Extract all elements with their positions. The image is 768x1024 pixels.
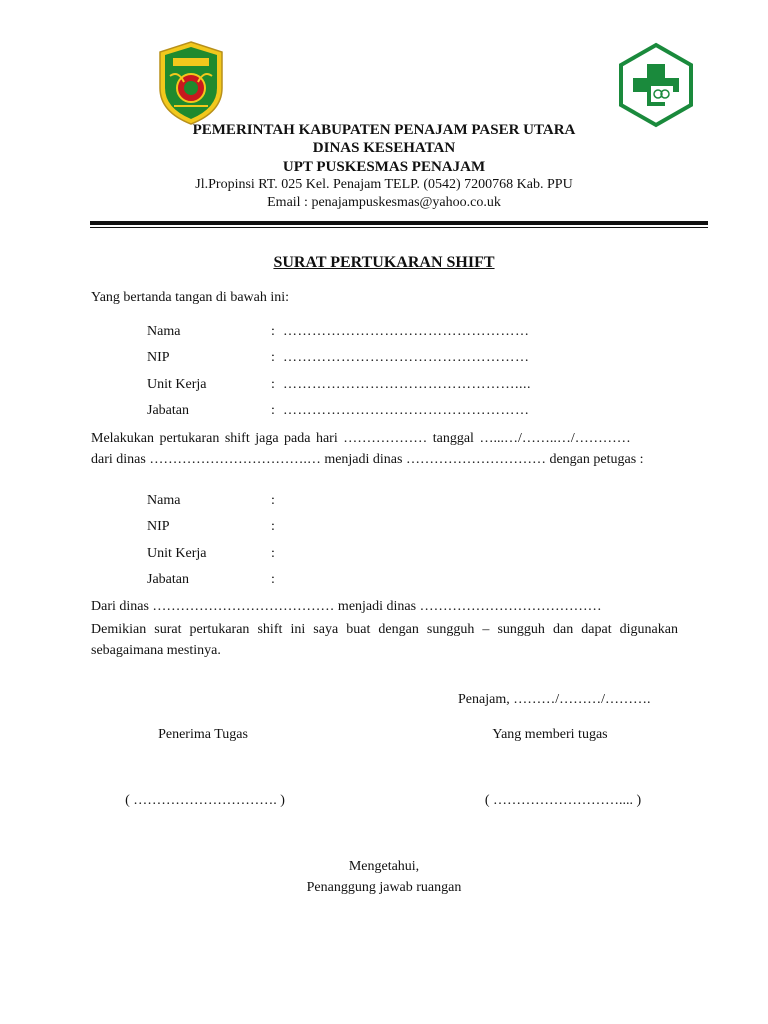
field-label-nip: NIP bbox=[147, 350, 170, 365]
sign-left-label: Penerima Tugas bbox=[158, 727, 248, 742]
letterhead-divider-thin bbox=[90, 227, 708, 228]
field-colon: : bbox=[271, 546, 275, 561]
intro-text: Yang bertanda tangan di bawah ini: bbox=[91, 290, 290, 305]
shift-exchange-paragraph: Melakukan pertukaran shift jaga pada hari ……………… tanggal …...…/……..…/………… bbox=[91, 431, 631, 446]
sign-left-name: ( …………………………. ) bbox=[125, 793, 285, 808]
approval-label: Mengetahui, bbox=[348, 859, 420, 874]
duty-change-line: Dari dinas ………………………………… menjadi dinas ………………………………… bbox=[91, 599, 602, 614]
field-colon: : bbox=[271, 350, 275, 365]
field-value-jabatan: …………………………………………… bbox=[283, 403, 530, 418]
field-colon: : bbox=[271, 519, 275, 534]
field-value-nip: …………………………………………… bbox=[283, 350, 530, 365]
field2-label-nip: NIP bbox=[147, 519, 170, 534]
closing-paragraph: Demikian surat pertukaran shift ini saya buat dengan sungguh – sungguh dan dapat digunakan sebagaimana mestinya. bbox=[91, 622, 678, 658]
field-colon: : bbox=[271, 377, 275, 392]
kabupaten-emblem-icon bbox=[156, 40, 226, 126]
field2-label-nama: Nama bbox=[147, 493, 181, 508]
header-address: Jl.Propinsi RT. 025 Kel. Penajam TELP. (0542) 7200768 Kab. PPU bbox=[195, 177, 573, 192]
field2-label-unit-kerja: Unit Kerja bbox=[147, 546, 207, 561]
sign-right-name: ( ……………………….... ) bbox=[484, 793, 642, 808]
letterhead-divider bbox=[90, 221, 708, 225]
puskesmas-cross-icon bbox=[617, 42, 695, 128]
field-value-nama: …………………………………………… bbox=[283, 324, 530, 339]
field-label-jabatan: Jabatan bbox=[147, 403, 189, 418]
field-value-unit-kerja: ………………………………………….... bbox=[283, 377, 531, 392]
header-government: PEMERINTAH KABUPATEN PENAJAM PASER UTARA bbox=[192, 122, 576, 138]
field-colon: : bbox=[271, 493, 275, 508]
field-colon: : bbox=[271, 324, 275, 339]
field-colon: : bbox=[271, 403, 275, 418]
field-colon: : bbox=[271, 572, 275, 587]
approval-role: Penanggung jawab ruangan bbox=[306, 880, 462, 895]
field-label-unit-kerja: Unit Kerja bbox=[147, 377, 207, 392]
place-date: Penajam, ………/………/………. bbox=[458, 692, 651, 707]
header-email: Email : penajampuskesmas@yahoo.co.uk bbox=[267, 195, 501, 210]
header-unit: UPT PUSKESMAS PENAJAM bbox=[282, 159, 486, 175]
shift-exchange-paragraph-line2: dari dinas …………………………….… menjadi dinas ………………………… dengan petugas : bbox=[91, 452, 644, 467]
field2-label-jabatan: Jabatan bbox=[147, 572, 189, 587]
field-label-nama: Nama bbox=[147, 324, 181, 339]
document-title: SURAT PERTUKARAN SHIFT bbox=[273, 254, 495, 271]
header-department: DINAS KESEHATAN bbox=[312, 140, 456, 156]
sign-right-label: Yang memberi tugas bbox=[492, 727, 608, 742]
